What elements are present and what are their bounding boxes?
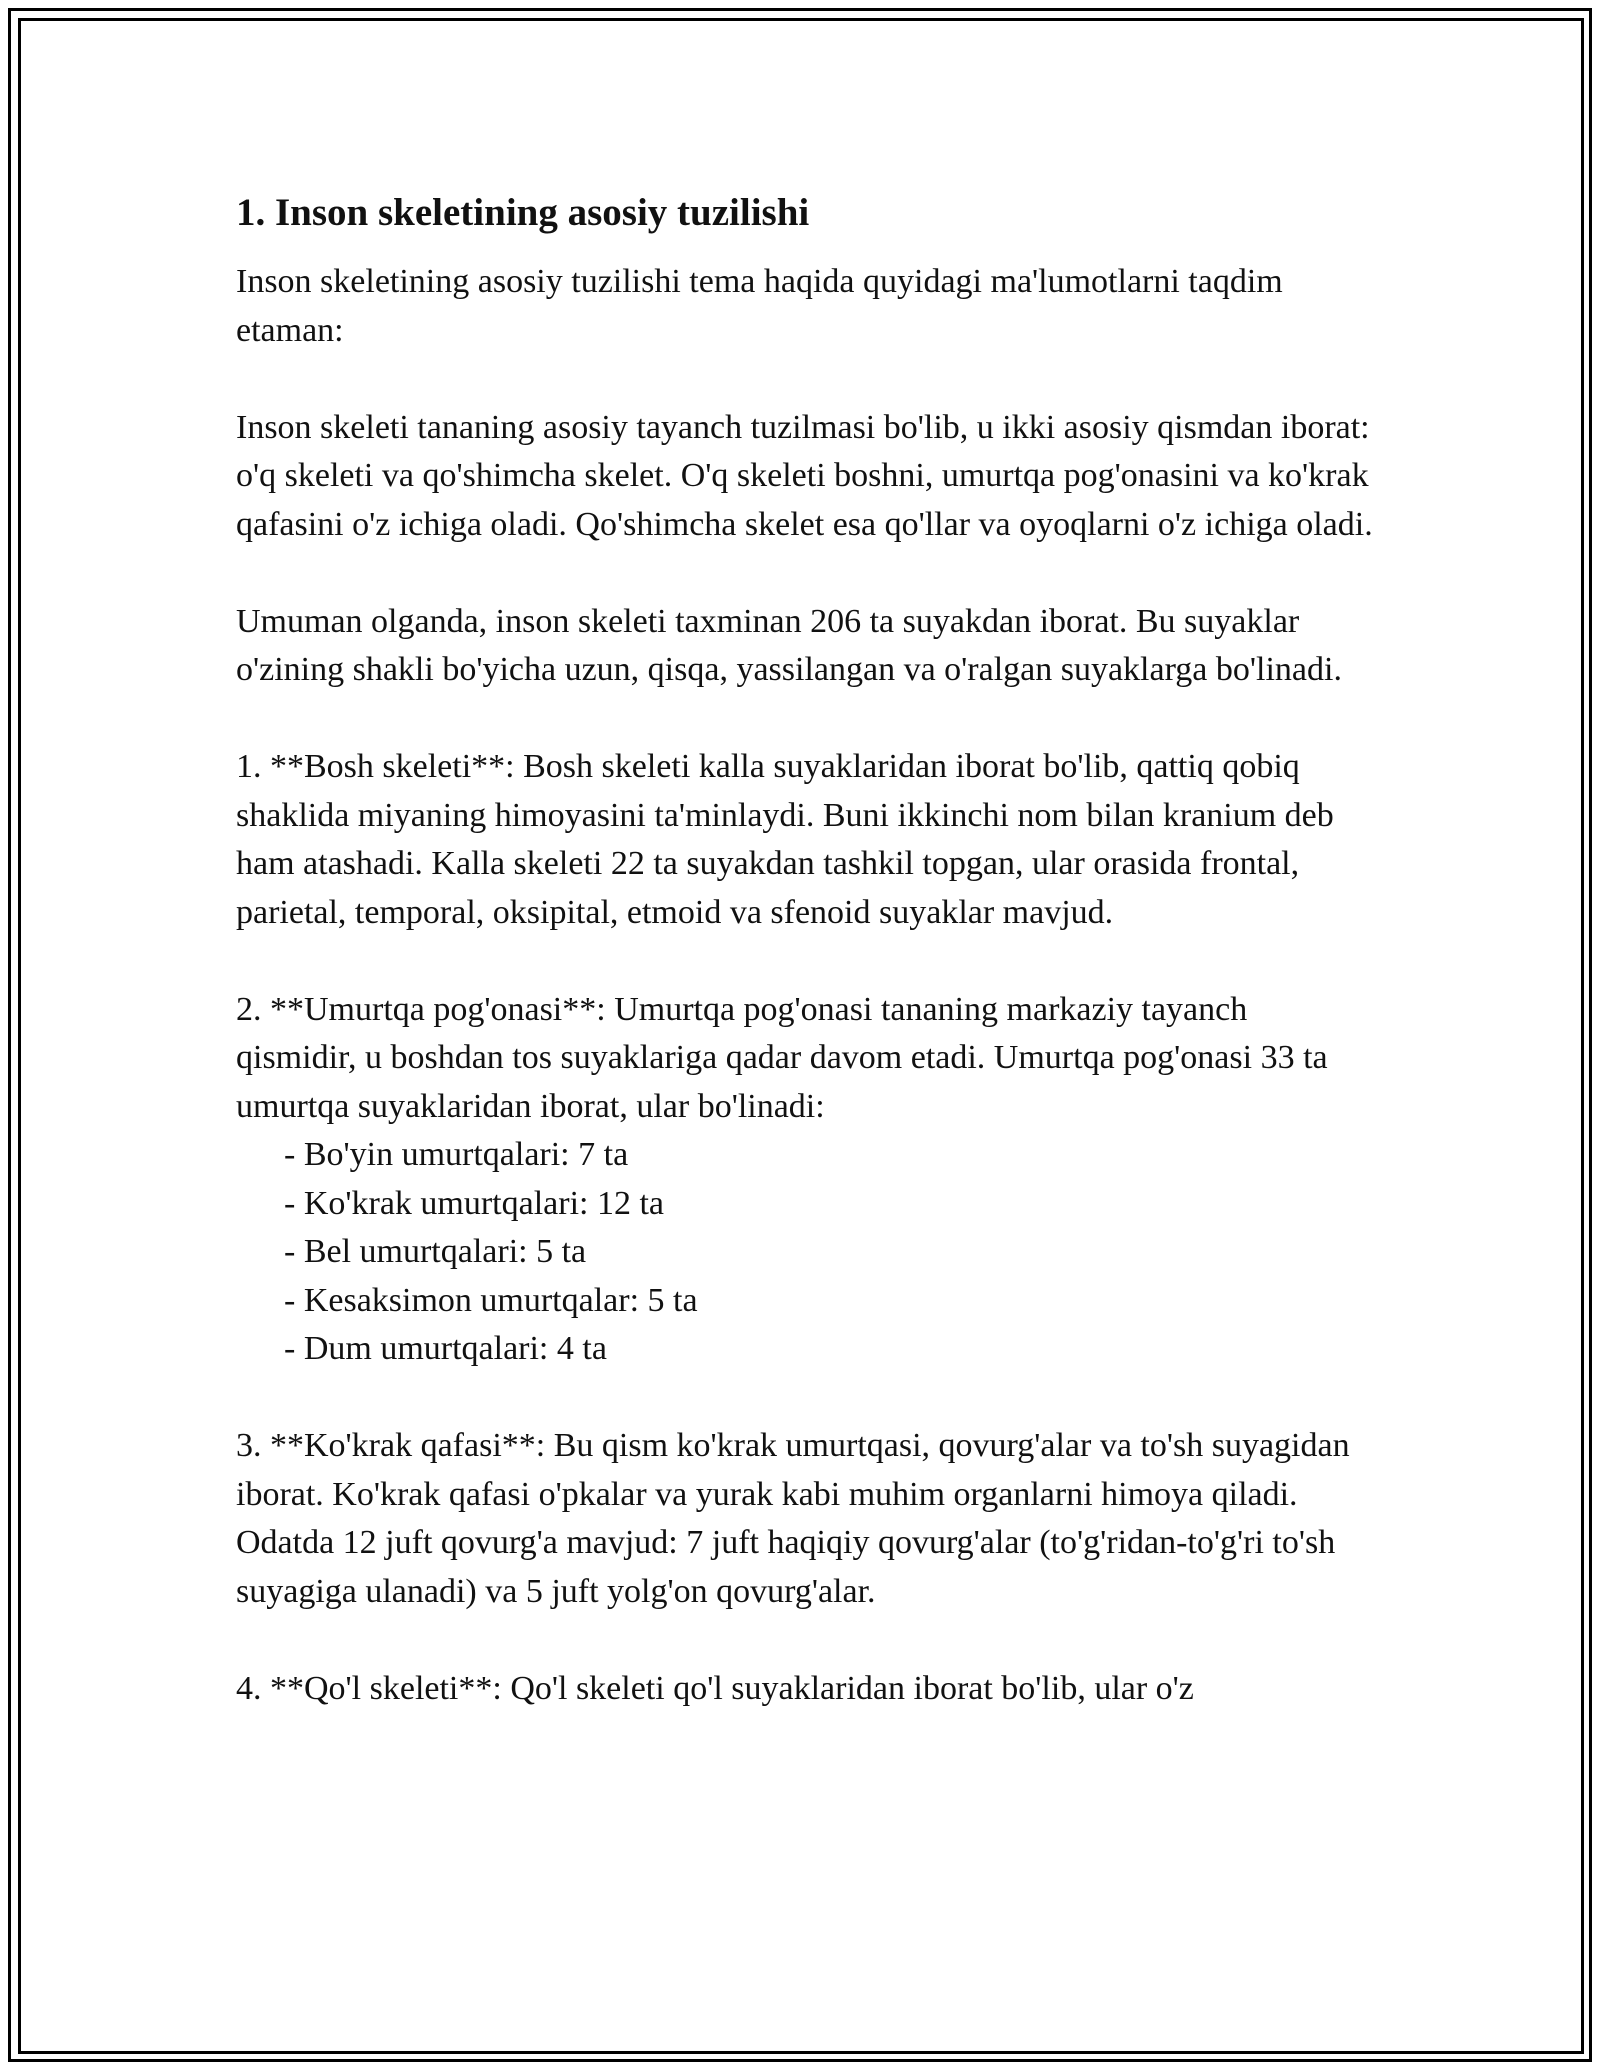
list-item-ribcage: 3. **Ko'krak qafasi**: Bu qism ko'krak umurtqasi, qovurg'alar va to'sh suyagidan iborat. Ko'krak qafasi o'pkalar va yurak kabi muhim organlarni himoya qiladi. Odatda 12 juft qovurg'a mavjud: 7 juft haqiqiy qovurg'alar (to'g'ridan-to'g'ri to'sh suyagiga ulanadi) va 5 juft yolg'on qovurg'alar.: [236, 1427, 1350, 1610]
structure-paragraph: Inson skeleti tananing asosiy tayanch tuzilmasi bo'lib, u ikki asosiy qismdan iborat: o'q skeleti va qo'shimcha skelet. O'q skeleti boshni, umurtqa pog'onasini va ko'krak qafasini o'z ichiga oladi. Qo'shimcha skelet esa qo'llar va oyoqlarni o'z ichiga oladi.: [236, 408, 1373, 543]
vertebrae-list-item: - Bo'yin umurtqalari: 7 ta: [284, 1136, 629, 1173]
list-item-skull: 1. **Bosh skeleti**: Bosh skeleti kalla suyaklaridan iborat bo'lib, qattiq qobiq shaklida miyaning himoyasini ta'minlaydi. Buni ikkinchi nom bilan kranium deb ham atashadi. Kalla skeleti 22 ta suyakdan tashkil topgan, ular orasida frontal, parietal, temporal, oksipital, etmoid va sfenoid suyaklar mavjud.: [236, 748, 1334, 931]
spine-description: 2. **Umurtqa pog'onasi**: Umurtqa pog'onasi tananing markaziy tayanch qismidir, u boshdan tos suyaklariga qadar davom etadi. Umurtqa pog'onasi 33 ta umurtqa suyaklaridan iborat, ular bo'linadi:: [236, 990, 1328, 1125]
document-body: [236, 186, 1376, 1762]
vertebrae-list: [236, 1131, 1376, 1374]
list-item-spine: [236, 986, 1376, 1374]
intro-paragraph: Inson skeletining asosiy tuzilishi tema haqida quyidagi ma'lumotlarni taqdim etaman:: [236, 263, 1283, 349]
vertebrae-list-item: - Bel umurtqalari: 5 ta: [284, 1233, 587, 1270]
vertebrae-list-item: - Ko'krak umurtqalari: 12 ta: [284, 1184, 665, 1222]
list-item-arm: 4. **Qo'l skeleti**: Qo'l skeleti qo'l suyaklaridan iborat bo'lib, ular o'z: [236, 1669, 1194, 1707]
bone-count-paragraph: Umuman olganda, inson skeleti taxminan 206 ta suyakdan iborat. Bu suyaklar o'zining shakli bo'yicha uzun, qisqa, yassilangan va o'ralgan suyaklarga bo'linadi.: [236, 602, 1342, 688]
vertebrae-list-item: - Kesaksimon umurtqalar: 5 ta: [284, 1281, 698, 1319]
vertebrae-list-item: - Dum umurtqalari: 4 ta: [284, 1330, 607, 1367]
section-heading: 1. Inson skeletining asosiy tuzilishi: [236, 191, 810, 234]
